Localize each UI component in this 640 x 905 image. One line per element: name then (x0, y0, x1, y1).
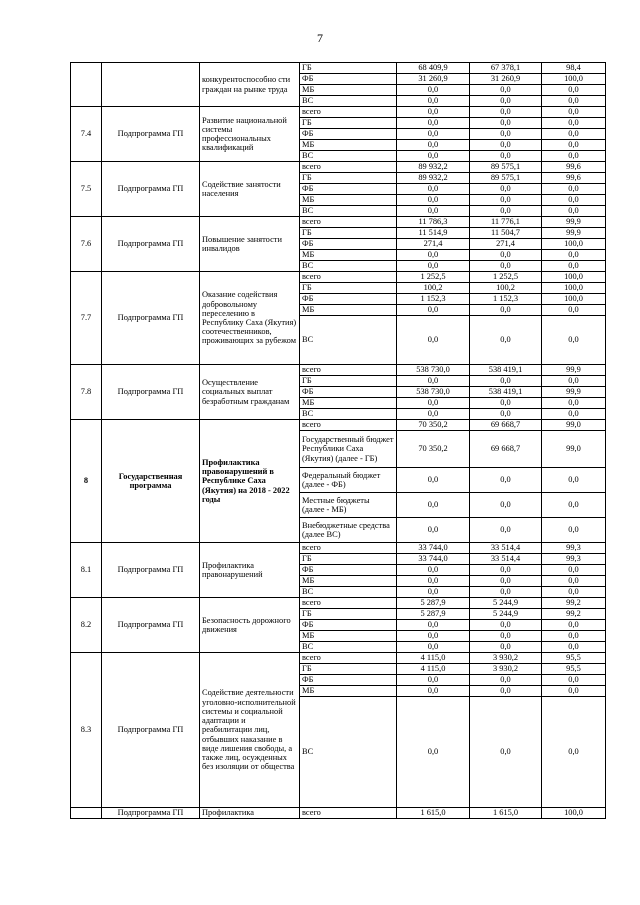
funding-source: ВС (300, 697, 397, 808)
execution-percent: 99,9 (542, 365, 606, 376)
planned-amount: 0,0 (397, 697, 470, 808)
program-type: Подпрограмма ГП (102, 598, 200, 653)
execution-percent: 0,0 (542, 576, 606, 587)
execution-percent: 99,2 (542, 598, 606, 609)
actual-amount: 271,4 (470, 239, 542, 250)
actual-amount: 0,0 (470, 151, 542, 162)
planned-amount: 0,0 (397, 576, 470, 587)
actual-amount: 0,0 (470, 697, 542, 808)
actual-amount: 1 615,0 (470, 808, 542, 819)
execution-percent: 100,0 (542, 283, 606, 294)
program-type (102, 63, 200, 107)
actual-amount: 0,0 (470, 493, 542, 518)
funding-source: ВС (300, 587, 397, 598)
funding-source: ФБ (300, 620, 397, 631)
program-type: Подпрограмма ГП (102, 808, 200, 819)
execution-percent: 0,0 (542, 96, 606, 107)
item-number: 7.6 (71, 217, 102, 272)
planned-amount: 1 252,5 (397, 272, 470, 283)
planned-amount: 0,0 (397, 250, 470, 261)
funding-source: МБ (300, 686, 397, 697)
actual-amount: 0,0 (470, 107, 542, 118)
funding-source: ГБ (300, 63, 397, 74)
funding-source: ВС (300, 96, 397, 107)
execution-percent: 0,0 (542, 565, 606, 576)
item-number: 8 (71, 420, 102, 543)
execution-percent: 0,0 (542, 184, 606, 195)
page-number: 7 (317, 31, 323, 45)
execution-percent: 0,0 (542, 261, 606, 272)
execution-percent: 99,9 (542, 217, 606, 228)
planned-amount: 0,0 (397, 206, 470, 217)
program-name: конкурентоспособно сти граждан на рынке труда (200, 63, 300, 107)
planned-amount: 0,0 (397, 261, 470, 272)
execution-percent: 0,0 (542, 195, 606, 206)
funding-source: МБ (300, 398, 397, 409)
budget-execution-table (70, 62, 606, 819)
table-row (71, 543, 606, 554)
program-name: Содействие занятости населения (200, 162, 300, 217)
planned-amount: 68 409,9 (397, 63, 470, 74)
item-number: 8.1 (71, 543, 102, 598)
actual-amount: 69 668,7 (470, 420, 542, 431)
planned-amount: 0,0 (397, 96, 470, 107)
planned-amount: 0,0 (397, 129, 470, 140)
table-row (71, 217, 606, 228)
actual-amount: 5 244,9 (470, 598, 542, 609)
actual-amount: 0,0 (470, 468, 542, 493)
table-row (71, 420, 606, 431)
execution-percent: 99,0 (542, 431, 606, 468)
funding-source: ГБ (300, 173, 397, 184)
planned-amount: 4 115,0 (397, 664, 470, 675)
funding-source: Внебюджетные средства (далее ВС) (300, 518, 397, 543)
execution-percent: 99,9 (542, 387, 606, 398)
actual-amount: 0,0 (470, 565, 542, 576)
execution-percent: 100,0 (542, 808, 606, 819)
program-type: Подпрограмма ГП (102, 543, 200, 598)
program-type: Подпрограмма ГП (102, 653, 200, 808)
planned-amount: 70 350,2 (397, 431, 470, 468)
funding-source: ГБ (300, 283, 397, 294)
planned-amount: 0,0 (397, 85, 470, 96)
actual-amount: 1 152,3 (470, 294, 542, 305)
execution-percent: 0,0 (542, 686, 606, 697)
funding-source: ФБ (300, 565, 397, 576)
actual-amount: 0,0 (470, 118, 542, 129)
planned-amount: 0,0 (397, 107, 470, 118)
program-type: Подпрограмма ГП (102, 365, 200, 420)
funding-source: всего (300, 365, 397, 376)
execution-percent: 0,0 (542, 518, 606, 543)
funding-source: ФБ (300, 239, 397, 250)
actual-amount: 89 575,1 (470, 162, 542, 173)
planned-amount: 0,0 (397, 468, 470, 493)
table-row (71, 107, 606, 118)
funding-source: МБ (300, 250, 397, 261)
execution-percent: 99,9 (542, 228, 606, 239)
execution-percent: 0,0 (542, 118, 606, 129)
actual-amount: 0,0 (470, 184, 542, 195)
execution-percent: 0,0 (542, 409, 606, 420)
execution-percent: 0,0 (542, 468, 606, 493)
execution-percent: 0,0 (542, 376, 606, 387)
item-number: 7.5 (71, 162, 102, 217)
actual-amount: 0,0 (470, 576, 542, 587)
actual-amount: 1 252,5 (470, 272, 542, 283)
actual-amount: 0,0 (470, 206, 542, 217)
execution-percent: 99,3 (542, 554, 606, 565)
program-name: Профилактика правонарушений (200, 543, 300, 598)
table-row (71, 162, 606, 173)
planned-amount: 0,0 (397, 620, 470, 631)
execution-percent: 99,2 (542, 609, 606, 620)
program-type: Государственная программа (102, 420, 200, 543)
funding-source: МБ (300, 631, 397, 642)
execution-percent: 0,0 (542, 675, 606, 686)
execution-percent: 0,0 (542, 493, 606, 518)
actual-amount: 0,0 (470, 316, 542, 365)
execution-percent: 95,5 (542, 653, 606, 664)
funding-source: всего (300, 653, 397, 664)
actual-amount: 0,0 (470, 195, 542, 206)
item-number: 7.7 (71, 272, 102, 365)
funding-source: ВС (300, 316, 397, 365)
funding-source: ГБ (300, 376, 397, 387)
funding-source: Федеральный бюджет (далее - ФБ) (300, 468, 397, 493)
funding-source: ГБ (300, 664, 397, 675)
actual-amount: 0,0 (470, 261, 542, 272)
funding-source: всего (300, 217, 397, 228)
funding-source: МБ (300, 305, 397, 316)
program-type: Подпрограмма ГП (102, 162, 200, 217)
actual-amount: 31 260,9 (470, 74, 542, 85)
item-number (71, 808, 102, 819)
actual-amount: 67 378,1 (470, 63, 542, 74)
planned-amount: 271,4 (397, 239, 470, 250)
table-row (71, 63, 606, 74)
funding-source: всего (300, 162, 397, 173)
planned-amount: 33 744,0 (397, 554, 470, 565)
execution-percent: 0,0 (542, 206, 606, 217)
planned-amount: 1 615,0 (397, 808, 470, 819)
actual-amount: 5 244,9 (470, 609, 542, 620)
actual-amount: 89 575,1 (470, 173, 542, 184)
table-row (71, 365, 606, 376)
funding-source: МБ (300, 85, 397, 96)
actual-amount: 3 930,2 (470, 653, 542, 664)
planned-amount: 0,0 (397, 398, 470, 409)
planned-amount: 0,0 (397, 642, 470, 653)
funding-source: ГБ (300, 228, 397, 239)
planned-amount: 0,0 (397, 675, 470, 686)
funding-source: ВС (300, 409, 397, 420)
program-type: Подпрограмма ГП (102, 107, 200, 162)
funding-source: ФБ (300, 74, 397, 85)
funding-source: ГБ (300, 554, 397, 565)
execution-percent: 0,0 (542, 140, 606, 151)
item-number: 7.8 (71, 365, 102, 420)
planned-amount: 0,0 (397, 518, 470, 543)
funding-source: Местные бюджеты (далее - МБ) (300, 493, 397, 518)
funding-source: всего (300, 808, 397, 819)
planned-amount: 0,0 (397, 195, 470, 206)
funding-source: ВС (300, 206, 397, 217)
actual-amount: 69 668,7 (470, 431, 542, 468)
funding-source: МБ (300, 195, 397, 206)
execution-percent: 0,0 (542, 316, 606, 365)
funding-source: ВС (300, 261, 397, 272)
planned-amount: 89 932,2 (397, 162, 470, 173)
table-row (71, 808, 606, 819)
planned-amount: 0,0 (397, 409, 470, 420)
funding-source: ФБ (300, 129, 397, 140)
funding-source: всего (300, 107, 397, 118)
execution-percent: 0,0 (542, 305, 606, 316)
execution-percent: 100,0 (542, 74, 606, 85)
execution-percent: 0,0 (542, 631, 606, 642)
actual-amount: 0,0 (470, 642, 542, 653)
execution-percent: 100,0 (542, 272, 606, 283)
execution-percent: 0,0 (542, 129, 606, 140)
actual-amount: 0,0 (470, 686, 542, 697)
planned-amount: 1 152,3 (397, 294, 470, 305)
planned-amount: 0,0 (397, 140, 470, 151)
funding-source: ФБ (300, 184, 397, 195)
planned-amount: 89 932,2 (397, 173, 470, 184)
planned-amount: 4 115,0 (397, 653, 470, 664)
funding-source: всего (300, 543, 397, 554)
execution-percent: 0,0 (542, 85, 606, 96)
planned-amount: 0,0 (397, 118, 470, 129)
actual-amount: 538 419,1 (470, 387, 542, 398)
program-type: Подпрограмма ГП (102, 217, 200, 272)
table-row (71, 598, 606, 609)
actual-amount: 0,0 (470, 620, 542, 631)
planned-amount: 100,2 (397, 283, 470, 294)
actual-amount: 0,0 (470, 398, 542, 409)
planned-amount: 0,0 (397, 686, 470, 697)
execution-percent: 95,5 (542, 664, 606, 675)
item-number (71, 63, 102, 107)
planned-amount: 70 350,2 (397, 420, 470, 431)
program-type: Подпрограмма ГП (102, 272, 200, 365)
program-name: Повышение занятости инвалидов (200, 217, 300, 272)
planned-amount: 11 786,3 (397, 217, 470, 228)
item-number: 7.4 (71, 107, 102, 162)
funding-source: всего (300, 272, 397, 283)
planned-amount: 538 730,0 (397, 387, 470, 398)
program-name: Содействие деятельности уголовно-исполнительной системы и социальной адаптации и реабилитации лиц, отбывших наказание в виде лишения свободы, а также лиц, осужденных без изоляции от общества (200, 653, 300, 808)
funding-source: всего (300, 420, 397, 431)
planned-amount: 0,0 (397, 587, 470, 598)
table-row (71, 653, 606, 664)
actual-amount: 100,2 (470, 283, 542, 294)
program-name: Развитие национальной системы профессиональных квалификаций (200, 107, 300, 162)
execution-percent: 0,0 (542, 642, 606, 653)
planned-amount: 11 514,9 (397, 228, 470, 239)
planned-amount: 5 287,9 (397, 609, 470, 620)
item-number: 8.3 (71, 653, 102, 808)
actual-amount: 33 514,4 (470, 543, 542, 554)
funding-source: МБ (300, 576, 397, 587)
execution-percent: 99,6 (542, 162, 606, 173)
actual-amount: 0,0 (470, 85, 542, 96)
execution-percent: 0,0 (542, 151, 606, 162)
planned-amount: 0,0 (397, 305, 470, 316)
item-number: 8.2 (71, 598, 102, 653)
execution-percent: 0,0 (542, 250, 606, 261)
planned-amount: 0,0 (397, 376, 470, 387)
actual-amount: 538 419,1 (470, 365, 542, 376)
actual-amount: 0,0 (470, 305, 542, 316)
actual-amount: 3 930,2 (470, 664, 542, 675)
actual-amount: 0,0 (470, 140, 542, 151)
actual-amount: 0,0 (470, 129, 542, 140)
planned-amount: 0,0 (397, 151, 470, 162)
actual-amount: 0,0 (470, 587, 542, 598)
actual-amount: 11 504,7 (470, 228, 542, 239)
planned-amount: 0,0 (397, 565, 470, 576)
table-row (71, 272, 606, 283)
funding-source: всего (300, 598, 397, 609)
funding-source: ФБ (300, 294, 397, 305)
program-name: Профилактика правонарушений в Республике Саха (Якутия) на 2018 - 2022 годы (200, 420, 300, 543)
planned-amount: 5 287,9 (397, 598, 470, 609)
execution-percent: 0,0 (542, 587, 606, 598)
program-name: Профилактика (200, 808, 300, 819)
actual-amount: 33 514,4 (470, 554, 542, 565)
funding-source: ГБ (300, 609, 397, 620)
program-name: Безопасность дорожного движения (200, 598, 300, 653)
funding-source: ФБ (300, 675, 397, 686)
planned-amount: 538 730,0 (397, 365, 470, 376)
program-name: Осуществление социальных выплат безработным гражданам (200, 365, 300, 420)
execution-percent: 98,4 (542, 63, 606, 74)
planned-amount: 0,0 (397, 184, 470, 195)
execution-percent: 0,0 (542, 620, 606, 631)
actual-amount: 0,0 (470, 96, 542, 107)
actual-amount: 0,0 (470, 518, 542, 543)
execution-percent: 0,0 (542, 697, 606, 808)
actual-amount: 11 776,1 (470, 217, 542, 228)
planned-amount: 31 260,9 (397, 74, 470, 85)
execution-percent: 100,0 (542, 294, 606, 305)
program-name: Оказание содействия добровольному переселению в Республику Саха (Якутия) соотечественников, проживающих за рубежом (200, 272, 300, 365)
execution-percent: 0,0 (542, 398, 606, 409)
funding-source: ВС (300, 642, 397, 653)
planned-amount: 0,0 (397, 316, 470, 365)
funding-source: ФБ (300, 387, 397, 398)
actual-amount: 0,0 (470, 409, 542, 420)
funding-source: ВС (300, 151, 397, 162)
planned-amount: 33 744,0 (397, 543, 470, 554)
actual-amount: 0,0 (470, 631, 542, 642)
execution-percent: 99,0 (542, 420, 606, 431)
execution-percent: 100,0 (542, 239, 606, 250)
funding-source: Государственный бюджет Республики Саха (Якутия) (далее - ГБ) (300, 431, 397, 468)
actual-amount: 0,0 (470, 376, 542, 387)
actual-amount: 0,0 (470, 675, 542, 686)
planned-amount: 0,0 (397, 493, 470, 518)
execution-percent: 99,3 (542, 543, 606, 554)
funding-source: МБ (300, 140, 397, 151)
funding-source: ГБ (300, 118, 397, 129)
execution-percent: 0,0 (542, 107, 606, 118)
actual-amount: 0,0 (470, 250, 542, 261)
planned-amount: 0,0 (397, 631, 470, 642)
execution-percent: 99,6 (542, 173, 606, 184)
